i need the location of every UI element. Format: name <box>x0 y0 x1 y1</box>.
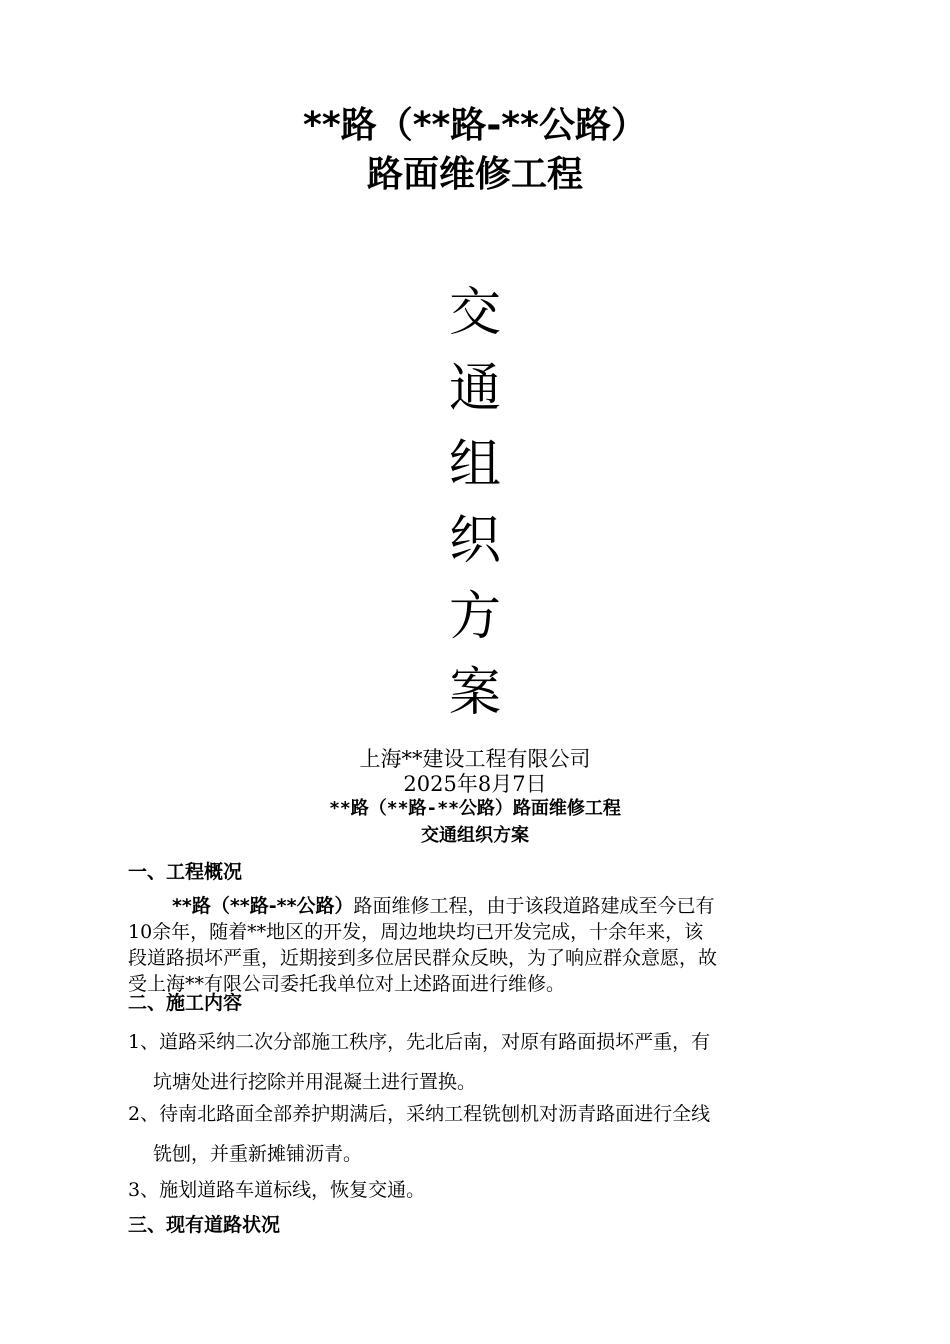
document-heading-line-1: **路（**路-**公路）路面维修工程 <box>329 798 621 819</box>
cover-title-line-2: 路面维修工程 <box>366 154 583 195</box>
overview-line-4: 受上海**有限公司委托我单位对上述路面进行维修。 <box>128 973 566 995</box>
overview-line-2: 10余年，随着**地区的开发，周边地块均已开发完成，十余年来，该 <box>128 921 704 943</box>
overview-paragraph <box>128 893 823 997</box>
section-heading-road-status: 三、现有道路状况 <box>128 1214 281 1236</box>
cover-vertical-char: 通 <box>448 359 501 419</box>
company-name: 上海**建设工程有限公司 <box>359 747 591 771</box>
overview-line-3: 段道路损坏严重，近期接到多位居民群众反映，为了响应群众意愿，故 <box>128 947 718 969</box>
document-heading-line-2: 交通组织方案 <box>421 825 529 846</box>
list-item-2-continued: 铣刨，并重新摊铺沥青。 <box>153 1143 363 1165</box>
overview-text-1: 路面维修工程，由于该段道路建成至今已有 <box>353 895 715 917</box>
cover-vertical-char: 案 <box>448 663 501 723</box>
cover-vertical-char: 交 <box>448 283 501 343</box>
list-item-1: 1、道路采纳二次分部施工秩序，先北后南，对原有路面损坏严重，有 <box>128 1031 711 1053</box>
cover-vertical-char: 组 <box>448 435 501 495</box>
cover-title-line-1: **路（**路-**公路） <box>303 105 647 146</box>
overview-line-1 <box>128 893 823 919</box>
cover-date: 2025年8月7日 <box>403 772 547 796</box>
project-name-lead: **路（**路-**公路） <box>172 895 354 917</box>
cover-vertical-char: 方 <box>448 587 501 647</box>
list-item-1-continued: 坑塘处进行挖除并用混凝土进行置换。 <box>153 1071 477 1093</box>
cover-vertical-char: 织 <box>448 511 501 571</box>
list-item-2: 2、待南北路面全部养护期满后，采纳工程铣刨机对沥青路面进行全线 <box>128 1103 711 1125</box>
list-item-3: 3、施划道路车道标线，恢复交通。 <box>128 1179 426 1201</box>
section-heading-overview: 一、工程概况 <box>128 861 243 883</box>
section-heading-construction: 二、施工内容 <box>128 992 243 1014</box>
